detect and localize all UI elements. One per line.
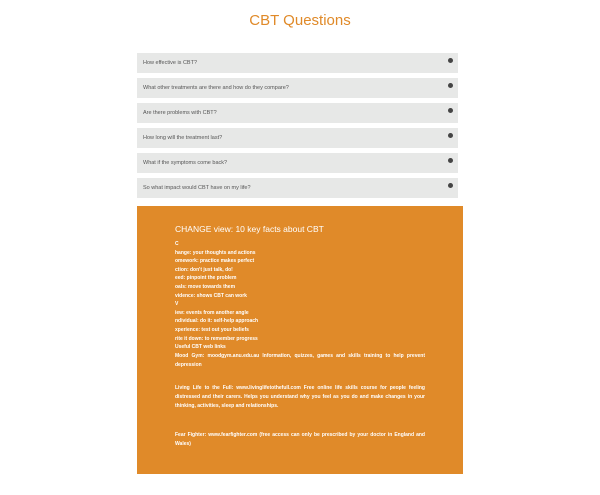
accordion-item[interactable] (137, 153, 458, 173)
accordion-item-label: How long will the treatment last? (143, 135, 223, 141)
fact-line: V (175, 301, 179, 308)
fact-line: oals: move towards them (175, 283, 236, 290)
circle-bullet-icon (448, 83, 453, 88)
accordion-item-label: So what impact would CBT have on my life? (143, 185, 251, 191)
accordion-item-label: What other treatments are there and how do they compare? (143, 85, 289, 91)
fear-fighter-link[interactable]: Fear Fighter: www.fearfighter.com (free access can only be prescribed by your doctor in England and Wales) (175, 431, 425, 447)
accordion-item[interactable] (137, 78, 458, 98)
accordion-item-label: What if the symptoms come back? (143, 160, 228, 166)
fact-line: eed: pinpoint the problem (175, 275, 237, 282)
accordion-item[interactable] (137, 128, 458, 148)
fact-line: xperience: test out your beliefs (175, 326, 249, 333)
fact-line: ndividual: do it: self-help approach (175, 318, 259, 325)
circle-bullet-icon (448, 133, 453, 138)
accordion-item-label: How effective is CBT? (143, 60, 198, 66)
fact-line: hange: your thoughts and actions (175, 249, 256, 256)
fact-line: C (175, 241, 179, 247)
panel-title: CHANGE view: 10 key facts about CBT (175, 224, 324, 234)
circle-bullet-icon (448, 158, 453, 163)
accordion-item[interactable] (137, 53, 458, 73)
circle-bullet-icon (448, 58, 453, 63)
fact-line: ction: don't just talk, do! (175, 266, 233, 273)
accordion-item[interactable] (137, 103, 458, 123)
web-links-heading: Useful CBT web links (175, 344, 226, 351)
page-title: CBT Questions (249, 12, 351, 29)
fact-line: omework: practice makes perfect (175, 258, 255, 265)
living-life-link[interactable]: Living Life to the Full: www.livinglifetothefull.com Free online life skills course for people feeling distressed and their carers. Helps you understand why you feel as you do and make changes in your thinking, activities, sleep and relationships. (175, 384, 425, 409)
fact-line: iew: events from another angle (175, 309, 249, 316)
accordion-item[interactable] (137, 178, 458, 198)
fact-line: vidence: shows CBT can work (175, 292, 247, 299)
cbt-facts-panel (137, 206, 463, 474)
accordion-item-label: Are there problems with CBT? (143, 110, 217, 116)
mood-gym-link[interactable]: Mood Gym: moodgym.anu.edu.au Information, quizzes, games and skills training to help prevent depression (175, 352, 425, 368)
fact-line: rite it down: to remember progress (175, 335, 258, 342)
faq-accordion (137, 53, 458, 203)
circle-bullet-icon (448, 108, 453, 113)
circle-bullet-icon (448, 183, 453, 188)
